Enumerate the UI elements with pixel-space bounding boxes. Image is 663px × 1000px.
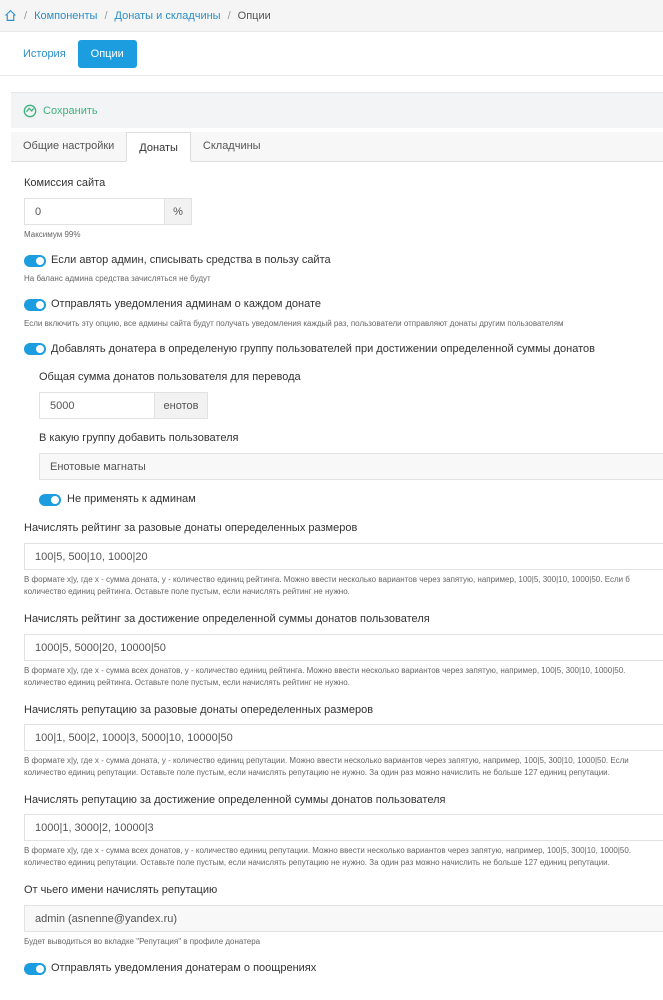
rating-total-input[interactable]: 1000|5, 5000|20, 10000|50 [24, 634, 663, 661]
rating-once-label: Начислять рейтинг за разовые донаты опеределенных размеров [24, 522, 358, 534]
save-button[interactable] [23, 104, 98, 118]
rep-total-label: Начислять репутацию за достижение определенной суммы донатов пользователя [24, 794, 446, 806]
history-link[interactable]: История [23, 47, 66, 60]
tab-donations[interactable]: Донаты [126, 132, 191, 162]
rating-once-input[interactable]: 100|5, 500|10, 1000|20 [24, 543, 663, 570]
add-to-group-toggle[interactable] [24, 343, 46, 355]
breadcrumb-separator: / [227, 9, 231, 22]
notify-donors-label: Отправлять уведомления донатерам о поощрениях [51, 962, 317, 974]
home-icon[interactable] [4, 9, 17, 22]
rep-once-hint-line2: количество единиц репутации. Оставьте поле пустым, если начислять репутацию не нужно. За один раз можно начислить не больше 127 единиц репутации. [24, 768, 610, 777]
rep-total-hint: В формате x|y, где x - сумма всех донатов, y - количество единиц репутации. Можно ввести несколько вариантов через запятую, например, 100|5, 300|10, 1000|50. [24, 846, 632, 855]
rep-from-label: От чьего имени начислять репутацию [24, 884, 218, 896]
commission-label: Комиссия сайта [24, 177, 106, 189]
notify-admins-toggle[interactable] [24, 299, 46, 311]
save-icon [23, 104, 37, 118]
commission-input[interactable]: 0 [24, 198, 165, 225]
options-button[interactable]: Опции [78, 40, 137, 68]
notify-admins-hint: Если включить эту опцию, все админы сайта будут получать уведомления каждый раз, пользователи отправляют донаты другим пользователям [24, 319, 564, 328]
breadcrumb-components-link[interactable]: Компоненты [34, 9, 98, 22]
group-sum-label: Общая сумма донатов пользователя для перевода [39, 371, 301, 383]
notify-donors-toggle[interactable] [24, 963, 46, 975]
rep-total-input[interactable]: 1000|1, 3000|2, 10000|3 [24, 814, 663, 841]
not-admins-label: Не применять к админам [67, 493, 196, 505]
save-label: Сохранить [43, 104, 98, 117]
author-admin-label: Если автор админ, списывать средства в пользу сайта [51, 254, 331, 266]
rep-total-hint-line2: количество единиц репутации. Оставьте поле пустым, если начислять репутацию не нужно. За один раз можно начислить не больше 127 единиц репутации. [24, 858, 610, 867]
commission-unit: % [164, 198, 192, 225]
toolbar [11, 92, 663, 128]
rep-from-hint: Будет выводиться во вкладке "Репутация" в профиле донатера [24, 937, 261, 946]
rep-once-label: Начислять репутацию за разовые донаты опеределенных размеров [24, 704, 374, 716]
rating-total-hint-line2: количество единиц рейтинга. Оставьте поле пустым, если начислять рейтинг не нужно. [24, 678, 350, 687]
rep-from-select[interactable]: admin (asnenne@yandex.ru) [24, 905, 663, 932]
rating-once-hint-line2: количество единиц рейтинга. Оставьте поле пустым, если начислять рейтинг не нужно. [24, 587, 350, 596]
rating-total-label: Начислять рейтинг за достижение определенной суммы донатов пользователя [24, 613, 430, 625]
group-sum-unit: енотов [154, 392, 208, 419]
commission-hint: Максимум 99% [24, 230, 81, 239]
breadcrumb [0, 0, 663, 32]
breadcrumb-donations-link[interactable]: Донаты и складчины [114, 9, 221, 22]
not-admins-toggle[interactable] [39, 494, 61, 506]
rating-total-hint: В формате x|y, где x - сумма всех донатов, y - количество единиц рейтинга. Можно ввести несколько вариантов через запятую, например, 100|5, 300|10, 1000|50. [24, 666, 626, 675]
author-admin-hint: На баланс админа средства зачисляться не будут [24, 274, 211, 283]
tab-crowdfunding[interactable]: Складчины [202, 140, 261, 152]
rating-once-hint: В формате x|y, где x - сумма доната, y - количество единиц рейтинга. Можно ввести несколько вариантов через запятую, например, 100|5, 300|10, 1000|50. Если б [24, 575, 630, 584]
top-nav [0, 32, 663, 76]
rep-once-hint: В формате x|y, где x - сумма доната, y - количество единиц репутации. Можно ввести несколько вариантов через запятую, например, 100|5, 300|10, 1000|50. Если [24, 756, 629, 765]
add-to-group-label: Добавлять донатера в определеную группу пользователей при достижении определенной суммы донатов [51, 343, 595, 355]
breadcrumb-separator: / [24, 9, 28, 22]
breadcrumb-current: Опции [237, 9, 271, 22]
group-sum-input[interactable]: 5000 [39, 392, 155, 419]
group-select[interactable]: Енотовые магнаты [39, 453, 663, 480]
author-admin-toggle[interactable] [24, 255, 46, 267]
tab-bar [11, 132, 663, 162]
breadcrumb-separator: / [104, 9, 108, 22]
rep-once-input[interactable]: 100|1, 500|2, 1000|3, 5000|10, 10000|50 [24, 724, 663, 751]
group-select-label: В какую группу добавить пользователя [39, 432, 239, 444]
notify-admins-label: Отправлять уведомления админам о каждом донате [51, 298, 321, 310]
tab-general[interactable]: Общие настройки [23, 140, 115, 152]
